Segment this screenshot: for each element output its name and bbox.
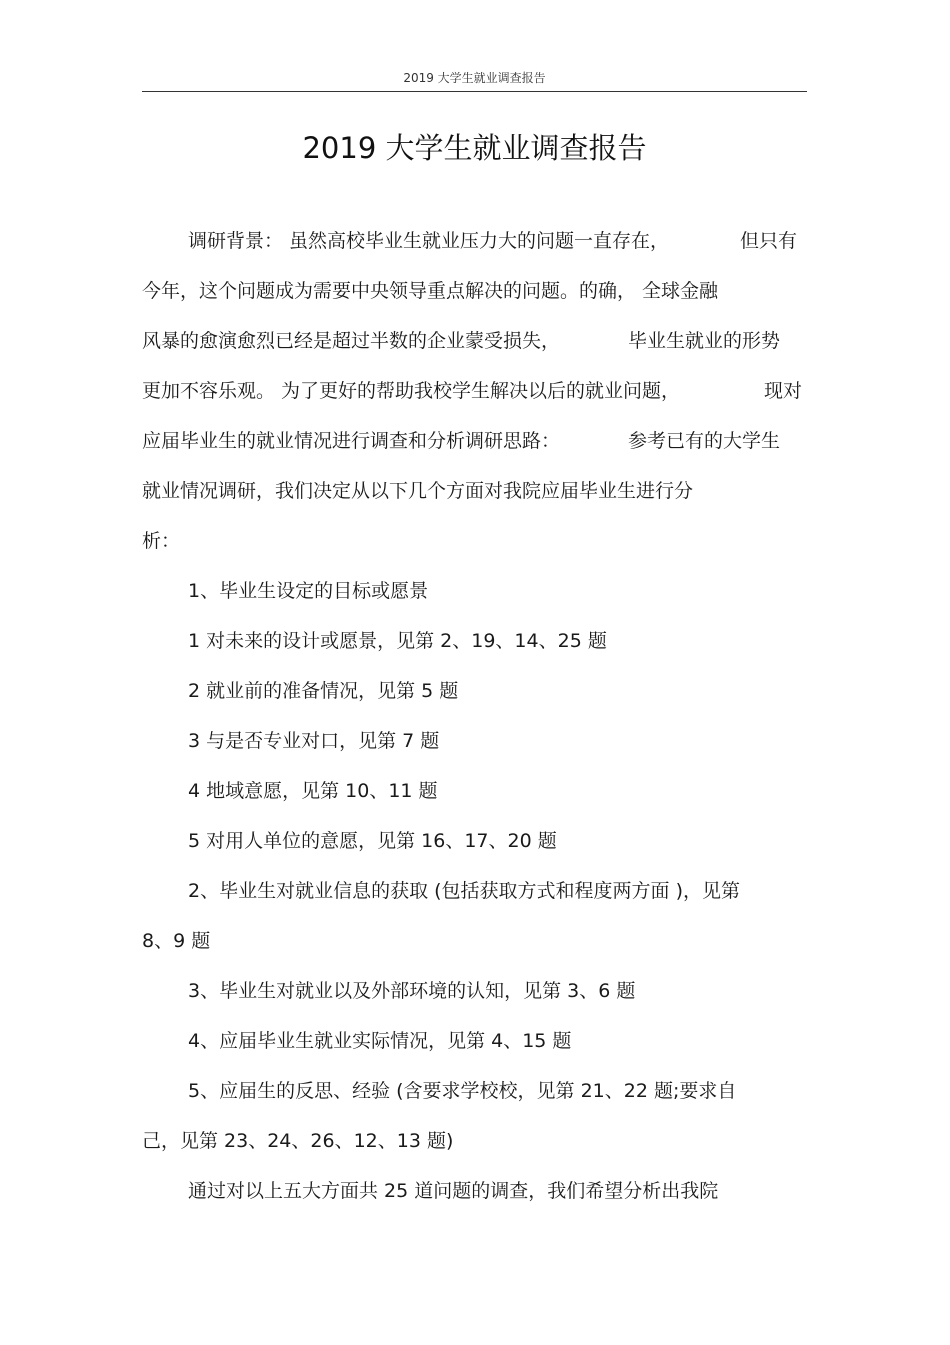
body-line-text: 1、毕业生设定的目标或愿景 xyxy=(188,580,429,602)
body-line-right xyxy=(740,228,797,254)
body-line-text: 3、毕业生对就业以及外部环境的认知，见第 3、6 题 xyxy=(188,980,636,1002)
body-line-text: 4 地域意愿，见第 10、11 题 xyxy=(188,780,438,802)
body-line-text: 4、应届毕业生就业实际情况，见第 4、15 题 xyxy=(188,1030,572,1052)
body-line xyxy=(188,1078,736,1104)
body-line-text: 己，见第 23、24、26、12、13 题) xyxy=(142,1130,454,1152)
body-line xyxy=(188,778,438,804)
body-line-text: 应届毕业生的就业情况进行调查和分析调研思路： xyxy=(142,430,561,452)
body-line-right xyxy=(628,328,780,354)
running-header: 2019 大学生就业调查报告 xyxy=(403,71,546,85)
body-line-text: 更加不容乐观。 为了更好的帮助我校学生解决以后的就业问题， xyxy=(142,380,681,402)
body-line-right xyxy=(628,428,780,454)
body-line-text-right: 但只有 xyxy=(740,230,798,252)
body-line-text: 3 与是否专业对口，见第 7 题 xyxy=(188,730,440,752)
body-line xyxy=(188,678,458,704)
body-line xyxy=(142,478,693,504)
body-line-text-right: 参考已有的大学生 xyxy=(628,430,781,452)
body-line xyxy=(142,928,210,954)
body-line xyxy=(188,978,635,1004)
body-line xyxy=(188,228,669,254)
body-line-text: 2 就业前的准备情况，见第 5 题 xyxy=(188,680,459,702)
body-line xyxy=(142,528,180,554)
body-line-text: 今年，这个问题成为需要中央领导重点解决的问题。的确， 全球金融 xyxy=(142,280,719,302)
body-line xyxy=(188,578,428,604)
header-rule xyxy=(142,91,807,92)
body-line-text: 8、9 题 xyxy=(142,930,211,952)
body-line xyxy=(188,728,439,754)
body-line-text: 2、毕业生对就业信息的获取 (包括获取方式和程度两方面 )，见第 xyxy=(188,880,740,902)
body-line-text: 5、应届生的反思、经验 (含要求学校校，见第 21、22 题;要求自 xyxy=(188,1080,737,1102)
body-line xyxy=(188,828,557,854)
body-line-text: 风暴的愈演愈烈已经是超过半数的企业蒙受损失， xyxy=(142,330,561,352)
document-title: 2019 大学生就业调查报告 xyxy=(302,131,647,165)
body-line xyxy=(142,278,718,304)
body-line xyxy=(188,878,740,904)
body-line xyxy=(188,1028,571,1054)
body-line xyxy=(142,1128,453,1154)
body-line-text-right: 现对 xyxy=(764,380,803,402)
body-line xyxy=(142,378,680,404)
body-line-text: 通过对以上五大方面共 25 道问题的调查，我们希望分析出我院 xyxy=(188,1180,719,1202)
body-line-text: 1 对未来的设计或愿景，见第 2、19、14、25 题 xyxy=(188,630,607,652)
body-line xyxy=(142,328,560,354)
body-line xyxy=(188,1178,718,1204)
body-line-text: 析： xyxy=(142,530,181,552)
body-line-right xyxy=(764,378,802,404)
body-line-text: 调研背景： 虽然高校毕业生就业压力大的问题一直存在， xyxy=(188,230,670,252)
body-line xyxy=(142,428,560,454)
body-line xyxy=(188,628,607,654)
body-line-text: 5 对用人单位的意愿，见第 16、17、20 题 xyxy=(188,830,557,852)
body-line-text-right: 毕业生就业的形势 xyxy=(628,330,781,352)
body-line-text: 就业情况调研，我们决定从以下几个方面对我院应届毕业生进行分 xyxy=(142,480,694,502)
